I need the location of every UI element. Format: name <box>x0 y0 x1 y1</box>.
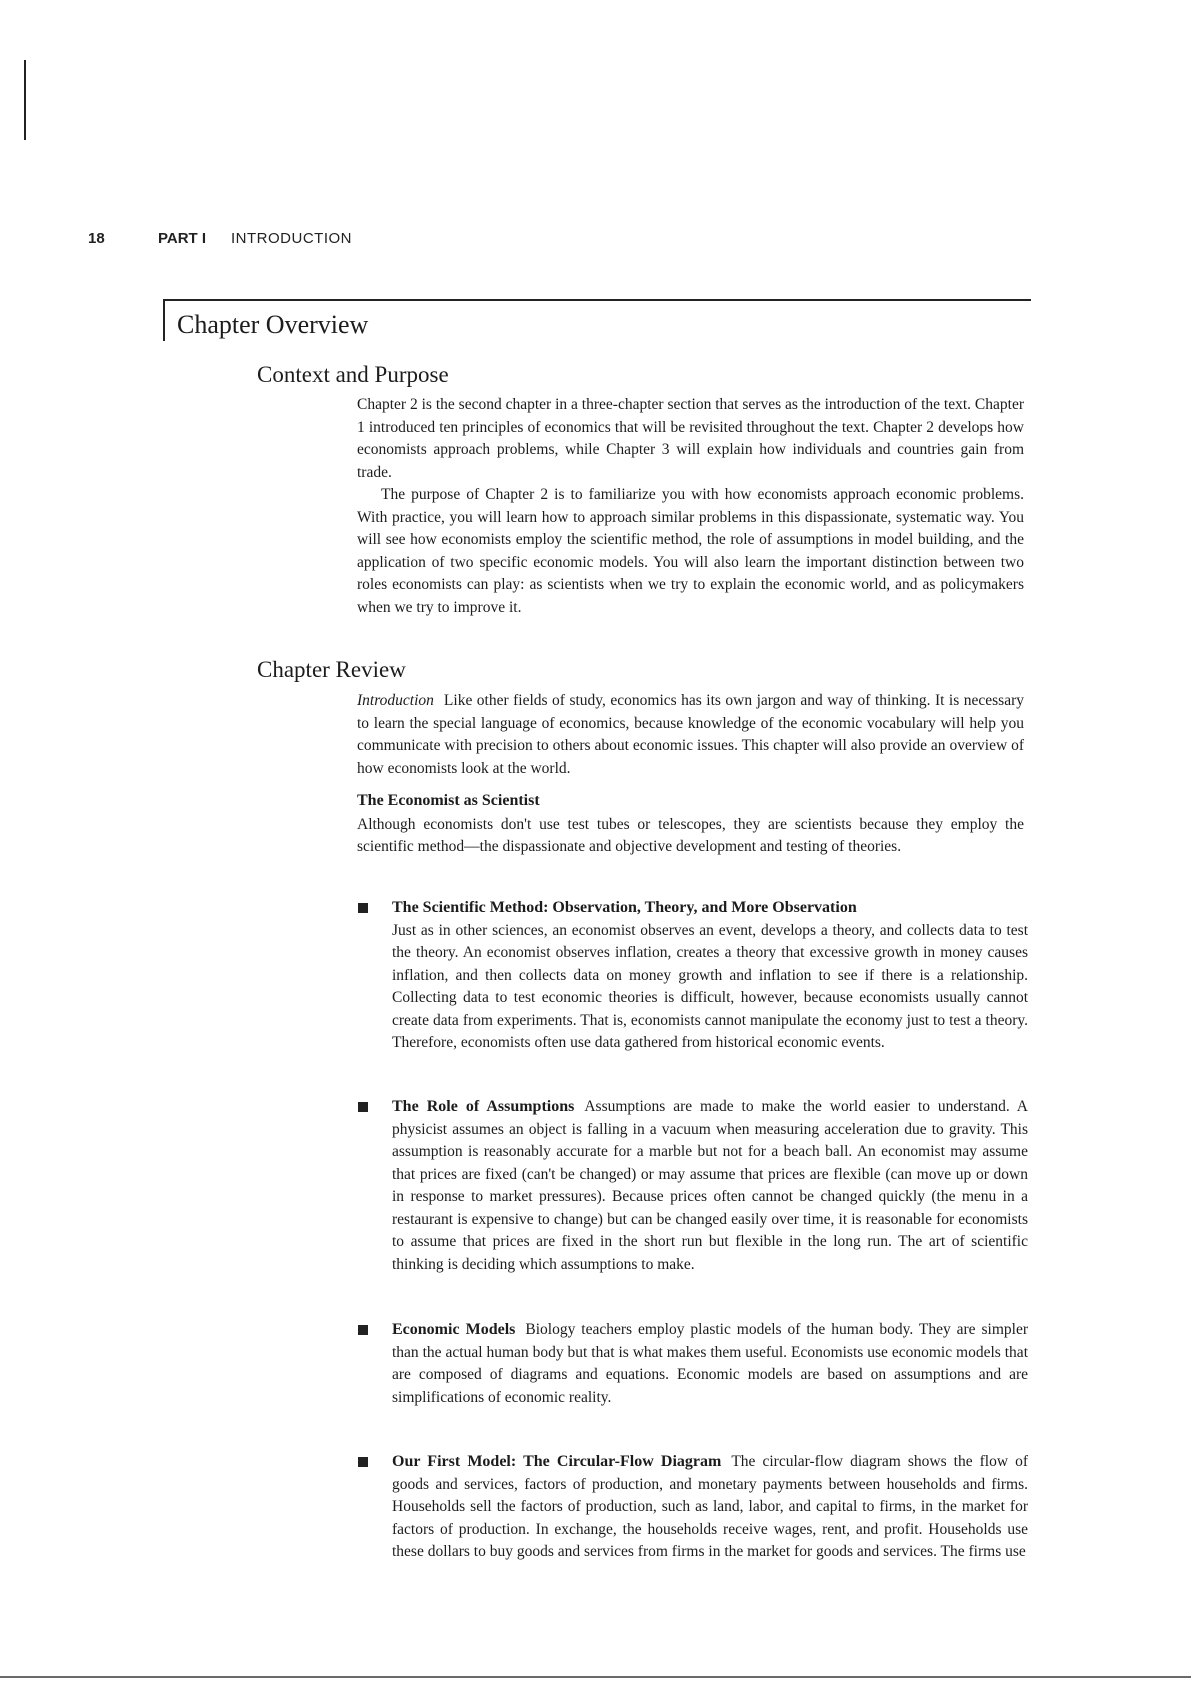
bullet-text: Biology teachers employ plastic models of the human body. They are simpler than the actual human body but that is what makes them useful. Economists use economic models that are composed of diagrams and equations. Economic models are based on assumptions and are simplifications of economic reality. <box>392 1321 1028 1406</box>
bullet-icon <box>358 1457 368 1467</box>
list-item <box>358 1319 1028 1409</box>
intro-text: Like other fields of study, economics has its own jargon and way of thinking. It is necessary to learn the special language of economics, because knowledge of the economic vocabulary will help you communicate with precision to others about economic issues. This chapter will also provide an overview of how economists look at the world. <box>357 692 1024 777</box>
scan-bottom-edge <box>0 1676 1191 1678</box>
review-intro <box>357 690 1024 780</box>
scientist-heading: The Economist as Scientist <box>357 792 540 809</box>
bullet-text: Assumptions are made to make the world easier to understand. A physicist assumes an object is falling in a vacuum when measuring acceleration due to gravity. This assumption is reasonably accurate for a marble but not for a beach ball. An economist may assume that prices are fixed (can't be changed) or may assume that prices are flexible (can move up or down in response to market pressures). Because prices often cannot be changed quickly (the menu in a restaurant is expensive to change) but can be changed easily over time, it is reasonable for economists to assume that prices are fixed in the short run but flexible in the long run. The art of scientific thinking is deciding which assumptions to make. <box>392 1098 1028 1273</box>
overview-rule-tick <box>163 299 165 341</box>
list-item <box>358 1451 1028 1564</box>
bullet-title: Economic Models <box>392 1321 516 1338</box>
bullet-icon <box>358 1102 368 1112</box>
list-item <box>358 1096 1028 1276</box>
context-paragraph: Chapter 2 is the second chapter in a three-chapter section that serves as the introduction of the text. Chapter 1 introduced ten principles of economics that will be revisited throughout the text. Chapter 2 develops how economists approach problems, while Chapter 3 will explain how individuals and countries gain from trade. <box>357 396 1024 481</box>
list-item <box>358 897 1028 1055</box>
intro-label: Introduction <box>357 692 434 709</box>
review-heading: Chapter Review <box>257 657 406 682</box>
page-number: 18 <box>88 230 105 247</box>
bullet-text: The circular-flow diagram shows the flow of goods and services, factors of production, and monetary payments between households and firms. Households sell the factors of production, such as land, labor, and capital to firms, in the market for factors of production. In exchange, the households receive wages, rent, and profit. Households use these dollars to buy goods and services from firms in the market for goods and services. The firms use <box>392 1453 1028 1560</box>
bullet-title: The Role of Assumptions <box>392 1098 575 1115</box>
bullet-title: The Scientific Method: Observation, Theory, and More Observation <box>392 899 857 916</box>
scientist-text: Although economists don't use test tubes or telescopes, they are scientists because they employ the scientific method—the dispassionate and objective development and testing of theories. <box>357 815 1024 855</box>
scan-margin-mark <box>24 60 26 140</box>
bullet-icon <box>358 1325 368 1335</box>
part-label: PART I <box>158 230 207 247</box>
bullet-text: Just as in other sciences, an economist observes an event, develops a theory, and collects data to test the theory. An economist observes inflation, creates a theory that excessive growth in money causes inflation, and then collects data on money growth and inflation to see if there is a relationship. Collecting data to test economic theories is difficult, however, because economists usually cannot create data from experiments. That is, economists cannot manipulate the economy just to test a theory. Therefore, economists often use data gathered from historical economic events. <box>392 921 1028 1051</box>
context-heading: Context and Purpose <box>257 362 449 387</box>
scientist-section <box>357 790 1024 859</box>
bullet-title: Our First Model: The Circular-Flow Diagram <box>392 1453 722 1470</box>
context-paragraph: The purpose of Chapter 2 is to familiarize you with how economists approach economic problems. With practice, you will learn how to approach similar problems in this dispassionate, systematic way. You will see how economists employ the scientific method, the role of assumptions in model building, and the application of two specific economic models. You will also learn the important distinction between two roles economists can play: as scientists when we try to explain the economic world, and as policymakers when we try to improve it. <box>357 486 1024 616</box>
bullet-icon <box>358 903 368 913</box>
chapter-overview-title: Chapter Overview <box>177 310 369 339</box>
context-body <box>357 394 1024 619</box>
section-label: INTRODUCTION <box>231 230 352 247</box>
overview-rule <box>163 299 1031 301</box>
